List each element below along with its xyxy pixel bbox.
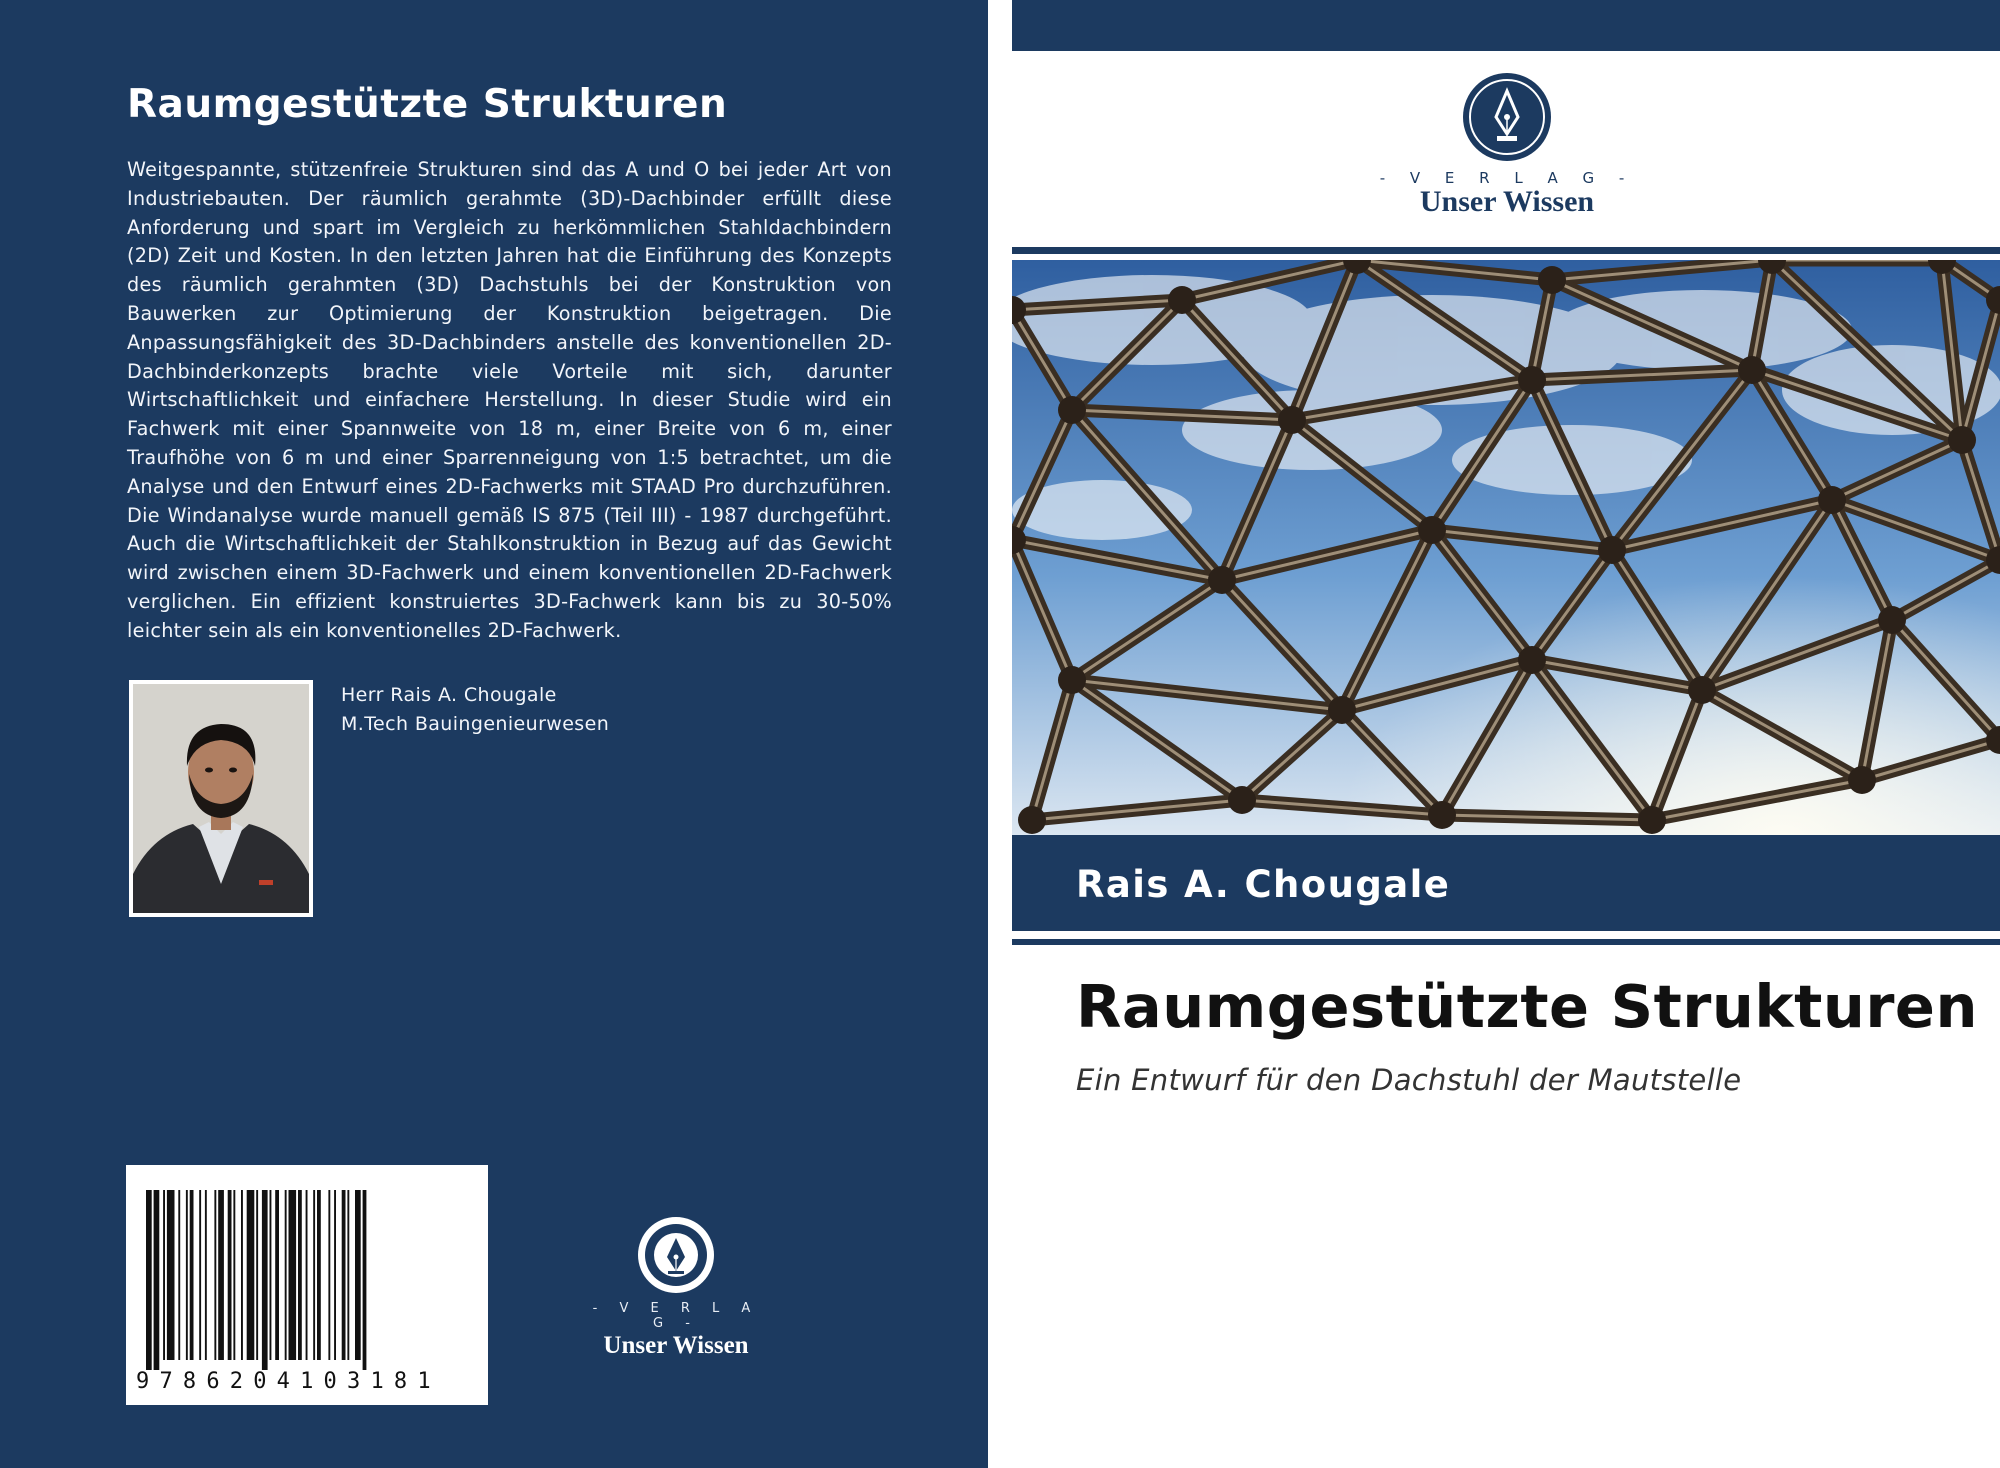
barcode-bar [163, 1190, 165, 1360]
barcode-bar [262, 1190, 268, 1370]
author-portrait-image [133, 684, 309, 913]
frame-node [1598, 536, 1626, 564]
frame-node [1278, 406, 1306, 434]
front-cover-title: Raumgestützte Strukturen [1076, 972, 1978, 1041]
frame-node [1228, 786, 1256, 814]
front-top-bar [1012, 0, 2000, 51]
back-cover-blurb: Weitgespannte, stützenfreie Strukturen sind das A und O bei jeder Art von Industriebauten. Der räumlich gerahmte (3D)-Dachbinder erfüllt diese Anforderung und spart im Vergleich zu herkömmlichen Stahldachbindern (2D) Zeit und Kosten. In den letzten Jahren hat die Einführung des Konzepts des räumlich gerahmten (3D) Dachstuhls bei der Konstruktion von Bauwerken zur Optimierung der Konstruktion beigetragen. Die Anpassungsfähigkeit des 3D-Dachbinders anstelle des konventionellen 2D-Dachbinderkonzepts brachte viele Vorteile mit sich, darunter Wirtschaftlichkeit und einfachere Herstellung. In dieser Studie wird ein Fachwerk mit einer Spannweite von 18 m, einer Breite von 6 m, einer Traufhöhe von 6 m und einer Sparrenneigung von 1:5 betrachtet, um die Analyse und den Entwurf eines 2D-Fachwerks mit STAAD Pro durchzuführen. Die Windanalyse wurde manuell gemäß IS 875 (Teil III) - 1987 durchgeführt. Auch die Wirtschaftlichkeit der Stahlkonstruktion in Bezug auf das Gewicht wird zwischen einem 3D-Fachwerk und einem konventionellen 2D-Fachwerk verglichen. Ein effizient konstruiertes 3D-Fachwerk kann bis zu 30-50% leichter sein als ein konventionelles 2D-Fachwerk. [127, 158, 892, 642]
frame-node [1428, 801, 1456, 829]
fountain-pen-seal-icon [636, 1215, 716, 1295]
spine [988, 0, 1012, 1468]
barcode-bar [328, 1190, 330, 1360]
isbn-digits: 9786204103181 [136, 1369, 441, 1394]
barcode-bar [363, 1190, 367, 1370]
barcode-bar [146, 1190, 152, 1370]
barcode-bar [190, 1190, 194, 1360]
author-name: Herr Rais A. Chougale [341, 684, 557, 706]
barcode-bar [285, 1190, 287, 1360]
frame-node [1848, 766, 1876, 794]
barcode-bar [342, 1190, 346, 1360]
frame-node [1168, 286, 1196, 314]
barcode-bar [241, 1190, 243, 1360]
barcode-bar [228, 1190, 232, 1360]
barcode-bar [154, 1190, 160, 1370]
barcode-bar [256, 1190, 258, 1360]
isbn-barcode [126, 1165, 488, 1405]
barcode-bar [178, 1190, 180, 1360]
back-logo-verlag: - V E R L A G - [592, 1301, 760, 1331]
barcode-bar [270, 1190, 272, 1360]
frame-node [1878, 606, 1906, 634]
barcode-bar [233, 1190, 235, 1360]
barcode-bar [298, 1190, 302, 1360]
back-logo-brand: Unser Wissen [603, 1332, 749, 1359]
front-publisher-logo [1377, 71, 1637, 231]
author-band [1012, 835, 2000, 931]
barcode-bar [186, 1190, 188, 1360]
frame-node [1018, 806, 1046, 834]
frame-node [1738, 356, 1766, 384]
frame-node [1688, 676, 1716, 704]
barcode-bar [355, 1190, 361, 1360]
barcode-bar [289, 1190, 297, 1360]
frame-node [1058, 396, 1086, 424]
barcode-bar [275, 1190, 279, 1360]
barcode-bar [313, 1190, 315, 1360]
frame-node [1948, 426, 1976, 454]
barcode-bar [205, 1190, 207, 1360]
author-photo [129, 680, 313, 917]
back-cover [0, 0, 988, 1468]
barcode-bars [126, 1165, 488, 1370]
front-logo-verlag: - V E R L A G - [1379, 169, 1635, 187]
front-cover-subtitle: Ein Entwurf für den Dachstuhl der Mautstelle [1076, 1063, 1742, 1097]
frame-node [1638, 806, 1666, 834]
barcode-bar [218, 1190, 224, 1360]
frame-node [1538, 266, 1566, 294]
front-logo-brand: Unser Wissen [1419, 185, 1595, 218]
front-cover [1012, 0, 2000, 1468]
top-divider [1012, 247, 2000, 254]
back-cover-title: Raumgestützte Strukturen [127, 82, 728, 127]
barcode-bar [306, 1190, 308, 1360]
frame-node [1208, 566, 1236, 594]
frame-node [1518, 366, 1546, 394]
barcode-bar [199, 1190, 201, 1360]
barcode-bar [247, 1190, 255, 1360]
author-degree: M.Tech Bauingenieurwesen [341, 713, 610, 735]
front-author-name: Rais A. Chougale [1076, 863, 1451, 906]
barcode-bar [214, 1190, 216, 1360]
frame-node [1818, 486, 1846, 514]
frame-node [1418, 516, 1446, 544]
cover-image [1012, 260, 2000, 835]
frame-node [1518, 646, 1546, 674]
frame-node [1058, 666, 1086, 694]
fountain-pen-logo-icon [1461, 71, 1553, 163]
back-publisher-logo [588, 1215, 764, 1359]
barcode-bar [334, 1190, 336, 1360]
bottom-divider [1012, 939, 2000, 945]
space-frame-sky-image [1012, 260, 2000, 835]
barcode-bar [317, 1190, 321, 1360]
frame-node [1328, 696, 1356, 724]
barcode-bar [347, 1190, 349, 1360]
barcode-bar [167, 1190, 175, 1360]
